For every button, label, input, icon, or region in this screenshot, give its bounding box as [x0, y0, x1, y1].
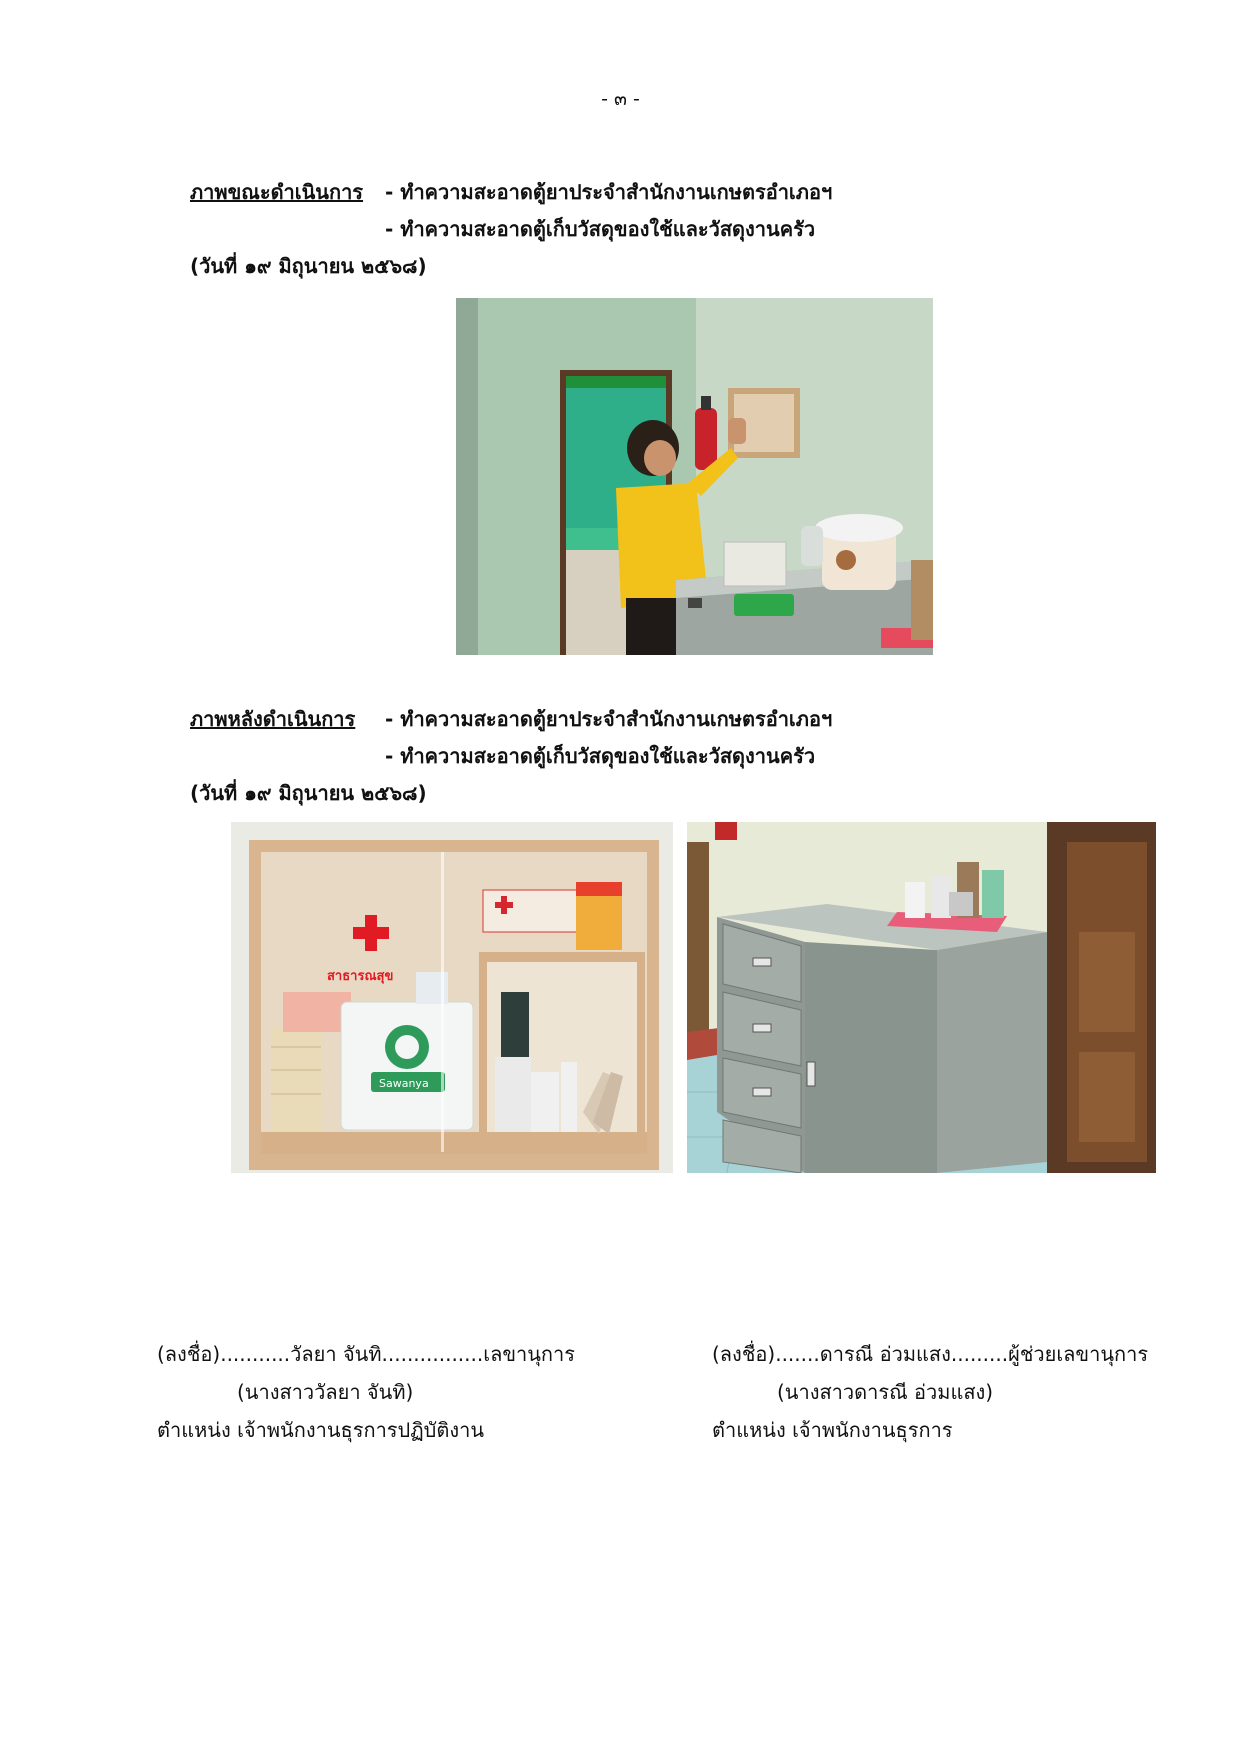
signature-right-name: (นางสาวดารณี อ่วมแสง)	[777, 1380, 994, 1404]
page-number: - ๓ -	[601, 88, 640, 110]
section-after-line-2: - ทำความสะอาดตู้เก็บวัสดุของใช้และวัสดุงานครัว	[385, 744, 816, 768]
cabinet-sign-text: สาธารณสุข	[327, 969, 394, 984]
section-during-date: (วันที่ ๑๙ มิถุนายน ๒๕๖๘)	[190, 254, 427, 278]
signature-right-position: ตำแหน่ง เจ้าพนักงานธุรการ	[712, 1418, 953, 1442]
signature-right-line: (ลงชื่อ).......ดารณี อ่วมแสง.........ผู้ช่วยเลขานุการ	[712, 1342, 1149, 1366]
photo-medicine-cabinet-after	[231, 822, 673, 1173]
signature-left-position: ตำแหน่ง เจ้าพนักงานธุรการปฏิบัติงาน	[157, 1418, 485, 1442]
section-during-label: ภาพขณะดำเนินการ	[190, 180, 364, 204]
photo-storage-cabinet-after	[687, 822, 1156, 1173]
section-during-line-1: - ทำความสะอาดตู้ยาประจำสำนักงานเกษตรอำเภอฯ	[385, 180, 833, 204]
section-after-label: ภาพหลังดำเนินการ	[190, 707, 356, 731]
signature-left-line: (ลงชื่อ)...........วัลยา จันทิ................เลขานุการ	[157, 1342, 575, 1366]
section-after-date: (วันที่ ๑๙ มิถุนายน ๒๕๖๘)	[190, 781, 427, 805]
section-during-line-2: - ทำความสะอาดตู้เก็บวัสดุของใช้และวัสดุงานครัว	[385, 217, 816, 241]
photo-cleaning-in-progress	[456, 298, 933, 655]
signature-left-name: (นางสาววัลยา จันทิ)	[237, 1380, 414, 1404]
cotton-brand-text: Sawanya	[379, 1077, 429, 1090]
section-after-line-1: - ทำความสะอาดตู้ยาประจำสำนักงานเกษตรอำเภอฯ	[385, 707, 833, 731]
